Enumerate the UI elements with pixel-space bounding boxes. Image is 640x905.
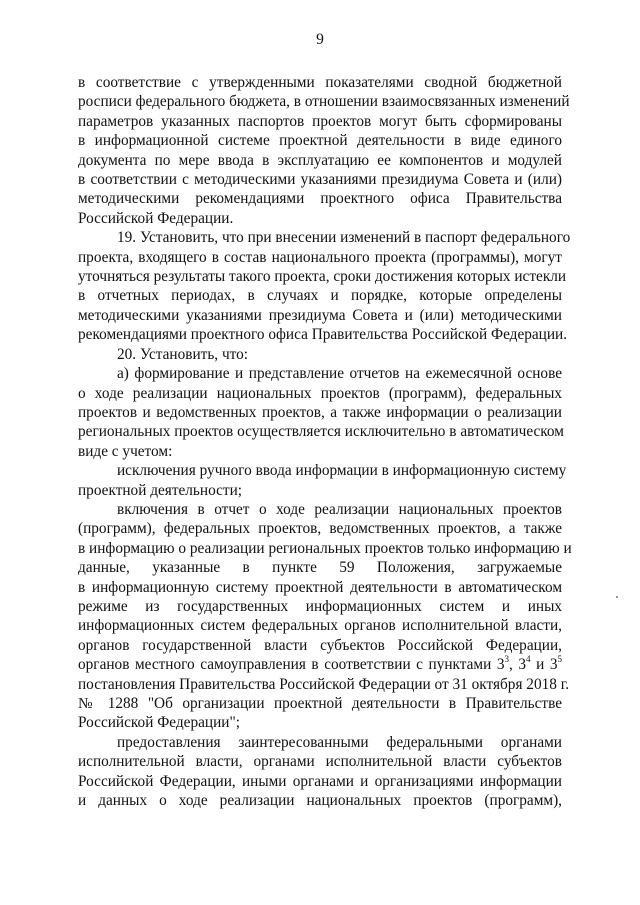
text-line: проектов и ведомственных проектов, а также информации о реализации xyxy=(78,403,562,421)
text-line: виде с учетом: xyxy=(78,442,173,460)
text-line: данные, указанные в пункте 59 Положения, загружаемые xyxy=(78,559,562,577)
text-fragment: , xyxy=(509,656,513,674)
text-line: исполнительной власти, органами исполнительной власти субъектов xyxy=(78,753,562,771)
paragraph-continuation xyxy=(78,73,570,228)
paragraph-19 xyxy=(78,228,571,344)
paragraph-a xyxy=(78,364,562,461)
text-line: проекта, входящего в состав национального проекта (программы), могут xyxy=(78,248,562,266)
text-line: а) формирование и представление отчетов на ежемесячной основе xyxy=(117,365,562,383)
text-line: Российской Федерации"; xyxy=(78,714,240,732)
text-line: росписи федерального бюджета, в отношении взаимосвязанных изменений xyxy=(78,93,570,111)
text-line: проектной деятельности; xyxy=(78,481,243,499)
superscript: 4 xyxy=(526,654,531,665)
text-line: параметров указанных паспортов проектов могут быть сформированы xyxy=(78,112,562,130)
text-line: уточняться результаты такого проекта, сроки достижения которых истекли xyxy=(78,268,567,286)
paragraph-provision xyxy=(78,733,562,811)
text-line: и данных о ходе реализации национальных проектов (программ), xyxy=(78,792,562,810)
text-line: № 1288 "Об организации проектной деятельности в Правительстве xyxy=(78,695,562,712)
text-line: методическими рекомендациями проектного офиса Правительства xyxy=(78,190,562,208)
text-line: в информационную систему проектной деятельности в автоматическом xyxy=(78,578,562,596)
document-body xyxy=(78,73,572,810)
superscript: 5 xyxy=(557,654,562,665)
text-line: региональных проектов осуществляется исключительно в автоматическом xyxy=(78,423,564,441)
text-line: о ходе реализации национальных проектов (программ), федеральных xyxy=(78,384,562,402)
text-line: постановления Правительства Российской Федерации от 31 октября 2018 г. xyxy=(78,675,570,693)
scan-mark xyxy=(616,596,618,598)
text-line: в соответствие с утвержденными показателями сводной бюджетной xyxy=(78,74,562,91)
text-line-with-superscripts xyxy=(78,655,562,674)
text-fragment: 3 xyxy=(512,656,527,674)
text-line: рекомендациями проектного офиса Правительства Российской Федерации. xyxy=(78,326,568,344)
paragraph-exclusion xyxy=(78,461,567,500)
text-line: 20. Установить, что: xyxy=(117,345,249,363)
text-line: документа по мере ввода в эксплуатацию ее компонентов и модулей xyxy=(78,151,562,169)
text-line: (программ), федеральных проектов, ведомственных проектов, а также xyxy=(78,520,562,538)
text-line: Российской Федерации. xyxy=(78,209,234,227)
text-line: предоставления заинтересованными федеральными органами xyxy=(117,733,562,751)
text-line: Российской Федерации, иными органами и организациями информации xyxy=(78,772,562,790)
text-line: в информацию о реализации региональных проектов только информацию и xyxy=(78,539,572,557)
text-line: в отчетных периодах, в случаях и порядке, которые определены xyxy=(78,287,562,305)
text-line: информационных систем федеральных органов исполнительной власти, xyxy=(78,617,562,635)
text-line: включения в отчет о ходе реализации национальных проектов xyxy=(117,500,562,518)
text-fragment: и 3 xyxy=(530,656,558,674)
text-line: 19. Установить, что при внесении изменений в паспорт федерального xyxy=(117,229,571,247)
text-line: в соответствии с методическими указаниями президиума Совета и (или) xyxy=(78,171,562,189)
text-line: органов государственной власти субъектов Российской Федерации, xyxy=(78,636,562,654)
text-line: режиме из государственных информационных систем и иных xyxy=(78,597,562,615)
text-fragment: органов местного самоуправления в соответствии с пунктами 3 xyxy=(78,656,505,674)
text-line: методическими указаниями президиума Совета и (или) методическими xyxy=(78,306,562,324)
page-number: 9 xyxy=(316,31,324,48)
text-line: исключения ручного ввода информации в информационную систему xyxy=(117,462,567,480)
paragraph-20 xyxy=(78,345,562,364)
superscript: 3 xyxy=(504,654,510,665)
text-line: в информационной системе проектной деятельности в виде единого xyxy=(78,132,562,150)
paragraph-inclusion xyxy=(78,500,572,733)
